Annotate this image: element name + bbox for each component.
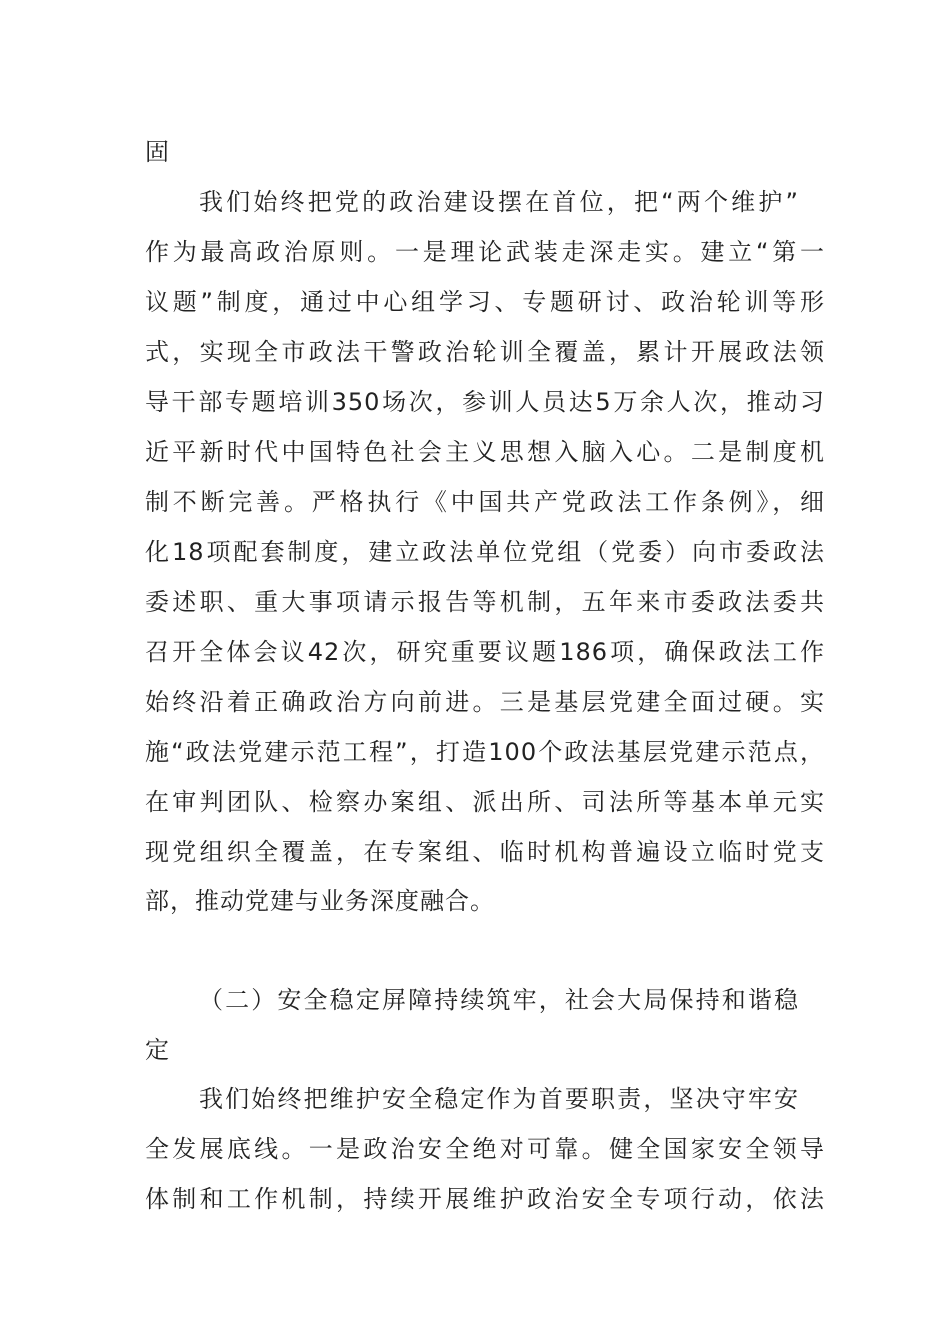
text-line: 制不断完善。严格执行《中国共产党政法工作条例》，细 [145, 488, 825, 516]
text-line: 议题”制度，通过中心组学习、专题研讨、政治轮训等形 [145, 288, 825, 316]
text-line: 我们始终把党的政治建设摆在首位，把“两个维护” [199, 188, 799, 216]
text-line: 式，实现全市政法干警政治轮训全覆盖，累计开展政法领 [145, 338, 825, 366]
text-line: 始终沿着正确政治方向前进。三是基层党建全面过硬。实 [145, 688, 825, 716]
section-heading: （二）安全稳定屏障持续筑牢，社会大局保持和谐稳 [199, 986, 799, 1014]
text-line: 近平新时代中国特色社会主义思想入脑入心。二是制度机 [145, 438, 825, 466]
text-line: 固 [145, 138, 170, 166]
text-line: 在审判团队、检察办案组、派出所、司法所等基本单元实 [145, 788, 825, 816]
text-line: 化18项配套制度，建立政法单位党组（党委）向市委政法 [145, 538, 825, 566]
section-heading: 定 [145, 1036, 170, 1064]
text-line: 我们始终把维护安全稳定作为首要职责，坚决守牢安 [199, 1085, 799, 1113]
text-line: 全发展底线。一是政治安全绝对可靠。健全国家安全领导 [145, 1135, 825, 1163]
text-line: 召开全体会议42次，研究重要议题186项，确保政法工作 [145, 638, 825, 666]
text-line: 体制和工作机制，持续开展维护政治安全专项行动，依法 [145, 1185, 825, 1213]
text-line: 委述职、重大事项请示报告等机制，五年来市委政法委共 [145, 588, 825, 616]
text-line: 导干部专题培训350场次，参训人员达5万余人次，推动习 [145, 388, 825, 416]
text-line: 现党组织全覆盖，在专案组、临时机构普遍设立临时党支 [145, 838, 825, 866]
text-line: 作为最高政治原则。一是理论武装走深走实。建立“第一 [145, 238, 825, 266]
text-line: 施“政法党建示范工程”，打造100个政法基层党建示范点， [145, 738, 825, 766]
text-line: 部，推动党建与业务深度融合。 [145, 887, 495, 915]
